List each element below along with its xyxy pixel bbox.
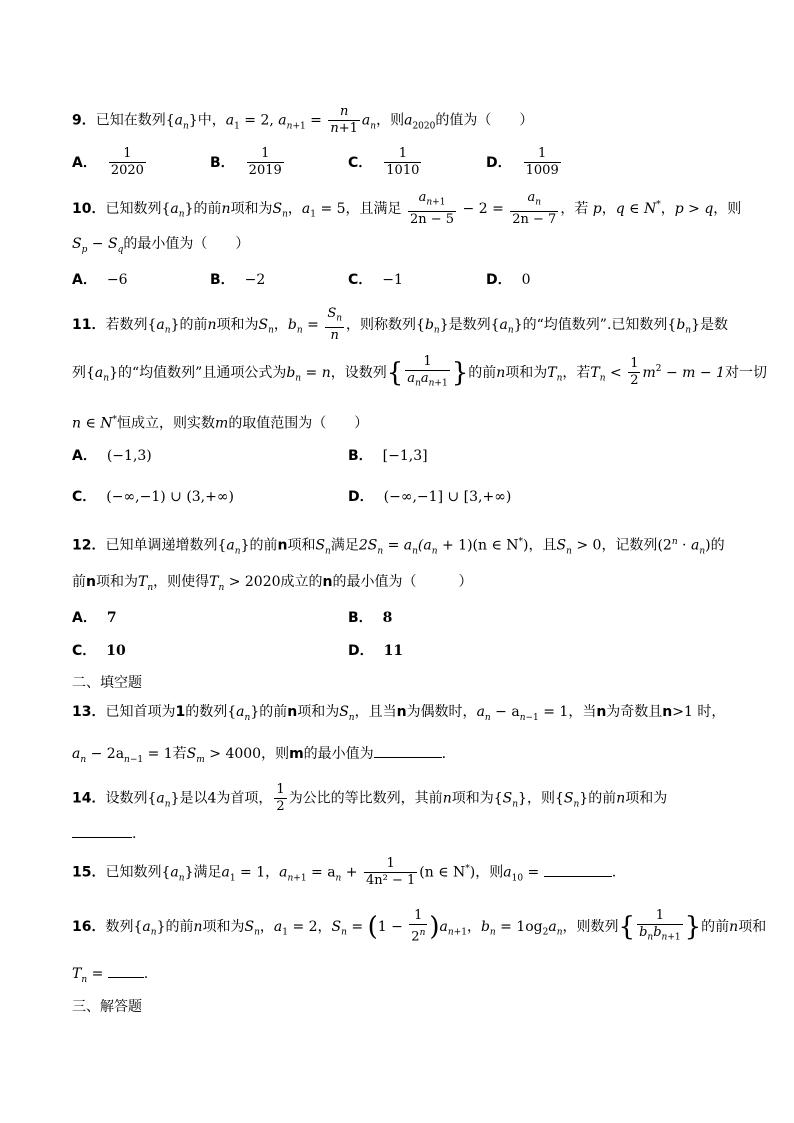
answer-blank[interactable] xyxy=(72,837,132,838)
question-15: 15．已知数列$\{a_n\}$满足$a_1 = 1$，$a_{n+1} = a_n$ + $\frac{1}{\text{4n² − 1}}$ (n ∈ N*)，则$a_{10}$ = . xyxy=(72,856,617,888)
answer-blank[interactable] xyxy=(108,977,144,978)
question-text: 中， xyxy=(197,112,226,129)
question-11-line-3: n ∈ N*恒成立，则实数m的取值范围为（ ） xyxy=(72,415,369,432)
option-d: D． 0 xyxy=(486,272,531,288)
option-b: B． $\frac{1}{2019}$ xyxy=(210,146,282,178)
section-title: 二、填空题 xyxy=(72,675,142,691)
option-d: D． $\frac{1}{1009}$ xyxy=(486,146,559,178)
question-11-line-2: 列$\{a_n\}$的“均值数列”且通项公式为$b_n = n$，设数列{ $\frac{1}{a_na_{n+1}}$ }的前n项和为$T_n$，若$T_n$ < $\frac{1}{2}$ $m^2 - m - 1$对一切 xyxy=(72,354,767,389)
question-10: 10．已知数列$\{a_n\}$的前n项和为$S_n$，$a_1 = 5$，且满足 $\frac{a_{n+1}}{2n - 5}$ − 2 = $\frac{a_n}{2n - 7}$ ，若 p，q ∈ N*，p > q，则 xyxy=(72,190,742,227)
question-text: 已知在数列 xyxy=(95,112,166,129)
option-a: A． −6 xyxy=(72,272,128,288)
option-b: B． 8 xyxy=(348,610,393,626)
option-c: C． −1 xyxy=(348,272,403,288)
option-d: D． 11 xyxy=(348,643,404,659)
option-c: C． 10 xyxy=(72,643,126,659)
option-a: A． $\frac{1}{2020}$ xyxy=(72,146,144,178)
question-12-line-2: 前n项和为$T_n$，则使得$T_n > 2020$成立的n的最小值为（ ） xyxy=(72,574,473,593)
question-16: 16．数列$\{a_n\}$的前n项和为$S_n$，$a_1 = 2$，$S_n = (1$ − $\frac{1}{2^n}$ )$a_{n+1}$，$b_n = 1og_2a_n$，则数列{ $\frac{1}{b_nb_{n+1}}$ }的前n项和 xyxy=(72,908,767,945)
question-9: 9．已知在数列$\{a_n\}$中，$a_1 = 2$, $a_{n+1}$ = $\frac{n}{n+1}$ $a_n$，则$a_{2020}$的值为（ ） xyxy=(72,104,534,136)
question-16-line-2: $T_n$ = . xyxy=(72,966,149,985)
question-number: 9． xyxy=(72,112,96,129)
option-b: B． [−1,3] xyxy=(348,448,428,464)
section-title: 三、解答题 xyxy=(72,999,142,1015)
question-13-line-2: $a_n - 2a_{n-1} = 1$若$S_m > 4000$，则m的最小值为 . xyxy=(72,746,447,765)
answer-blank[interactable] xyxy=(544,876,612,877)
question-10-line-2: $S_p - S_q$的最小值为（ ） xyxy=(72,236,250,255)
option-c: C． $\frac{1}{1010}$ xyxy=(348,146,420,178)
option-a: A． (−1,3) xyxy=(72,448,152,464)
question-14-line-2: . xyxy=(72,822,136,846)
question-text: ，则 xyxy=(376,112,405,129)
question-13: 13．已知首项为1的数列$\{a_n\}$的前n项和为$S_n$，且当n为偶数时，$a_n - a_{n-1} = 1$，当n为奇数且n>1 时， xyxy=(72,704,726,723)
question-11: 11．若数列$\{a_n\}$的前n项和为$S_n$，$b_n$ = $\frac{S_n}{n}$ ，则称数列$\{b_n\}$是数列$\{a_n\}$的“均值数列”.已知数列$\{b_n\}$是数 xyxy=(72,306,728,343)
option-a: A． 7 xyxy=(72,610,117,626)
fraction: $\frac{n}{n+1}$ xyxy=(330,104,358,136)
option-d: D． (−∞,−1] ∪ [3,+∞) xyxy=(348,489,512,505)
question-14: 14．设数列$\{a_n\}$是以4为首项， $\frac{1}{2}$ 为公比的等比数列，其前n项和为$\{S_n\}$，则$\{S_n\}$的前n项和为 xyxy=(72,782,668,814)
answer-blank[interactable] xyxy=(374,757,442,758)
option-c: C． (−∞,−1) ∪ (3,+∞) xyxy=(72,489,234,505)
option-b: B． −2 xyxy=(210,272,266,288)
question-text: 的值为（ ） xyxy=(435,112,534,129)
question-12: 12．已知单调递增数列$\{a_n\}$的前n项和$S_n$满足$2S_n = a_n(a_n + 1)(n$ ∈ N*)，且$S_n > 0$，记数列$(2^n \cdot a_n)$的 xyxy=(72,537,725,557)
